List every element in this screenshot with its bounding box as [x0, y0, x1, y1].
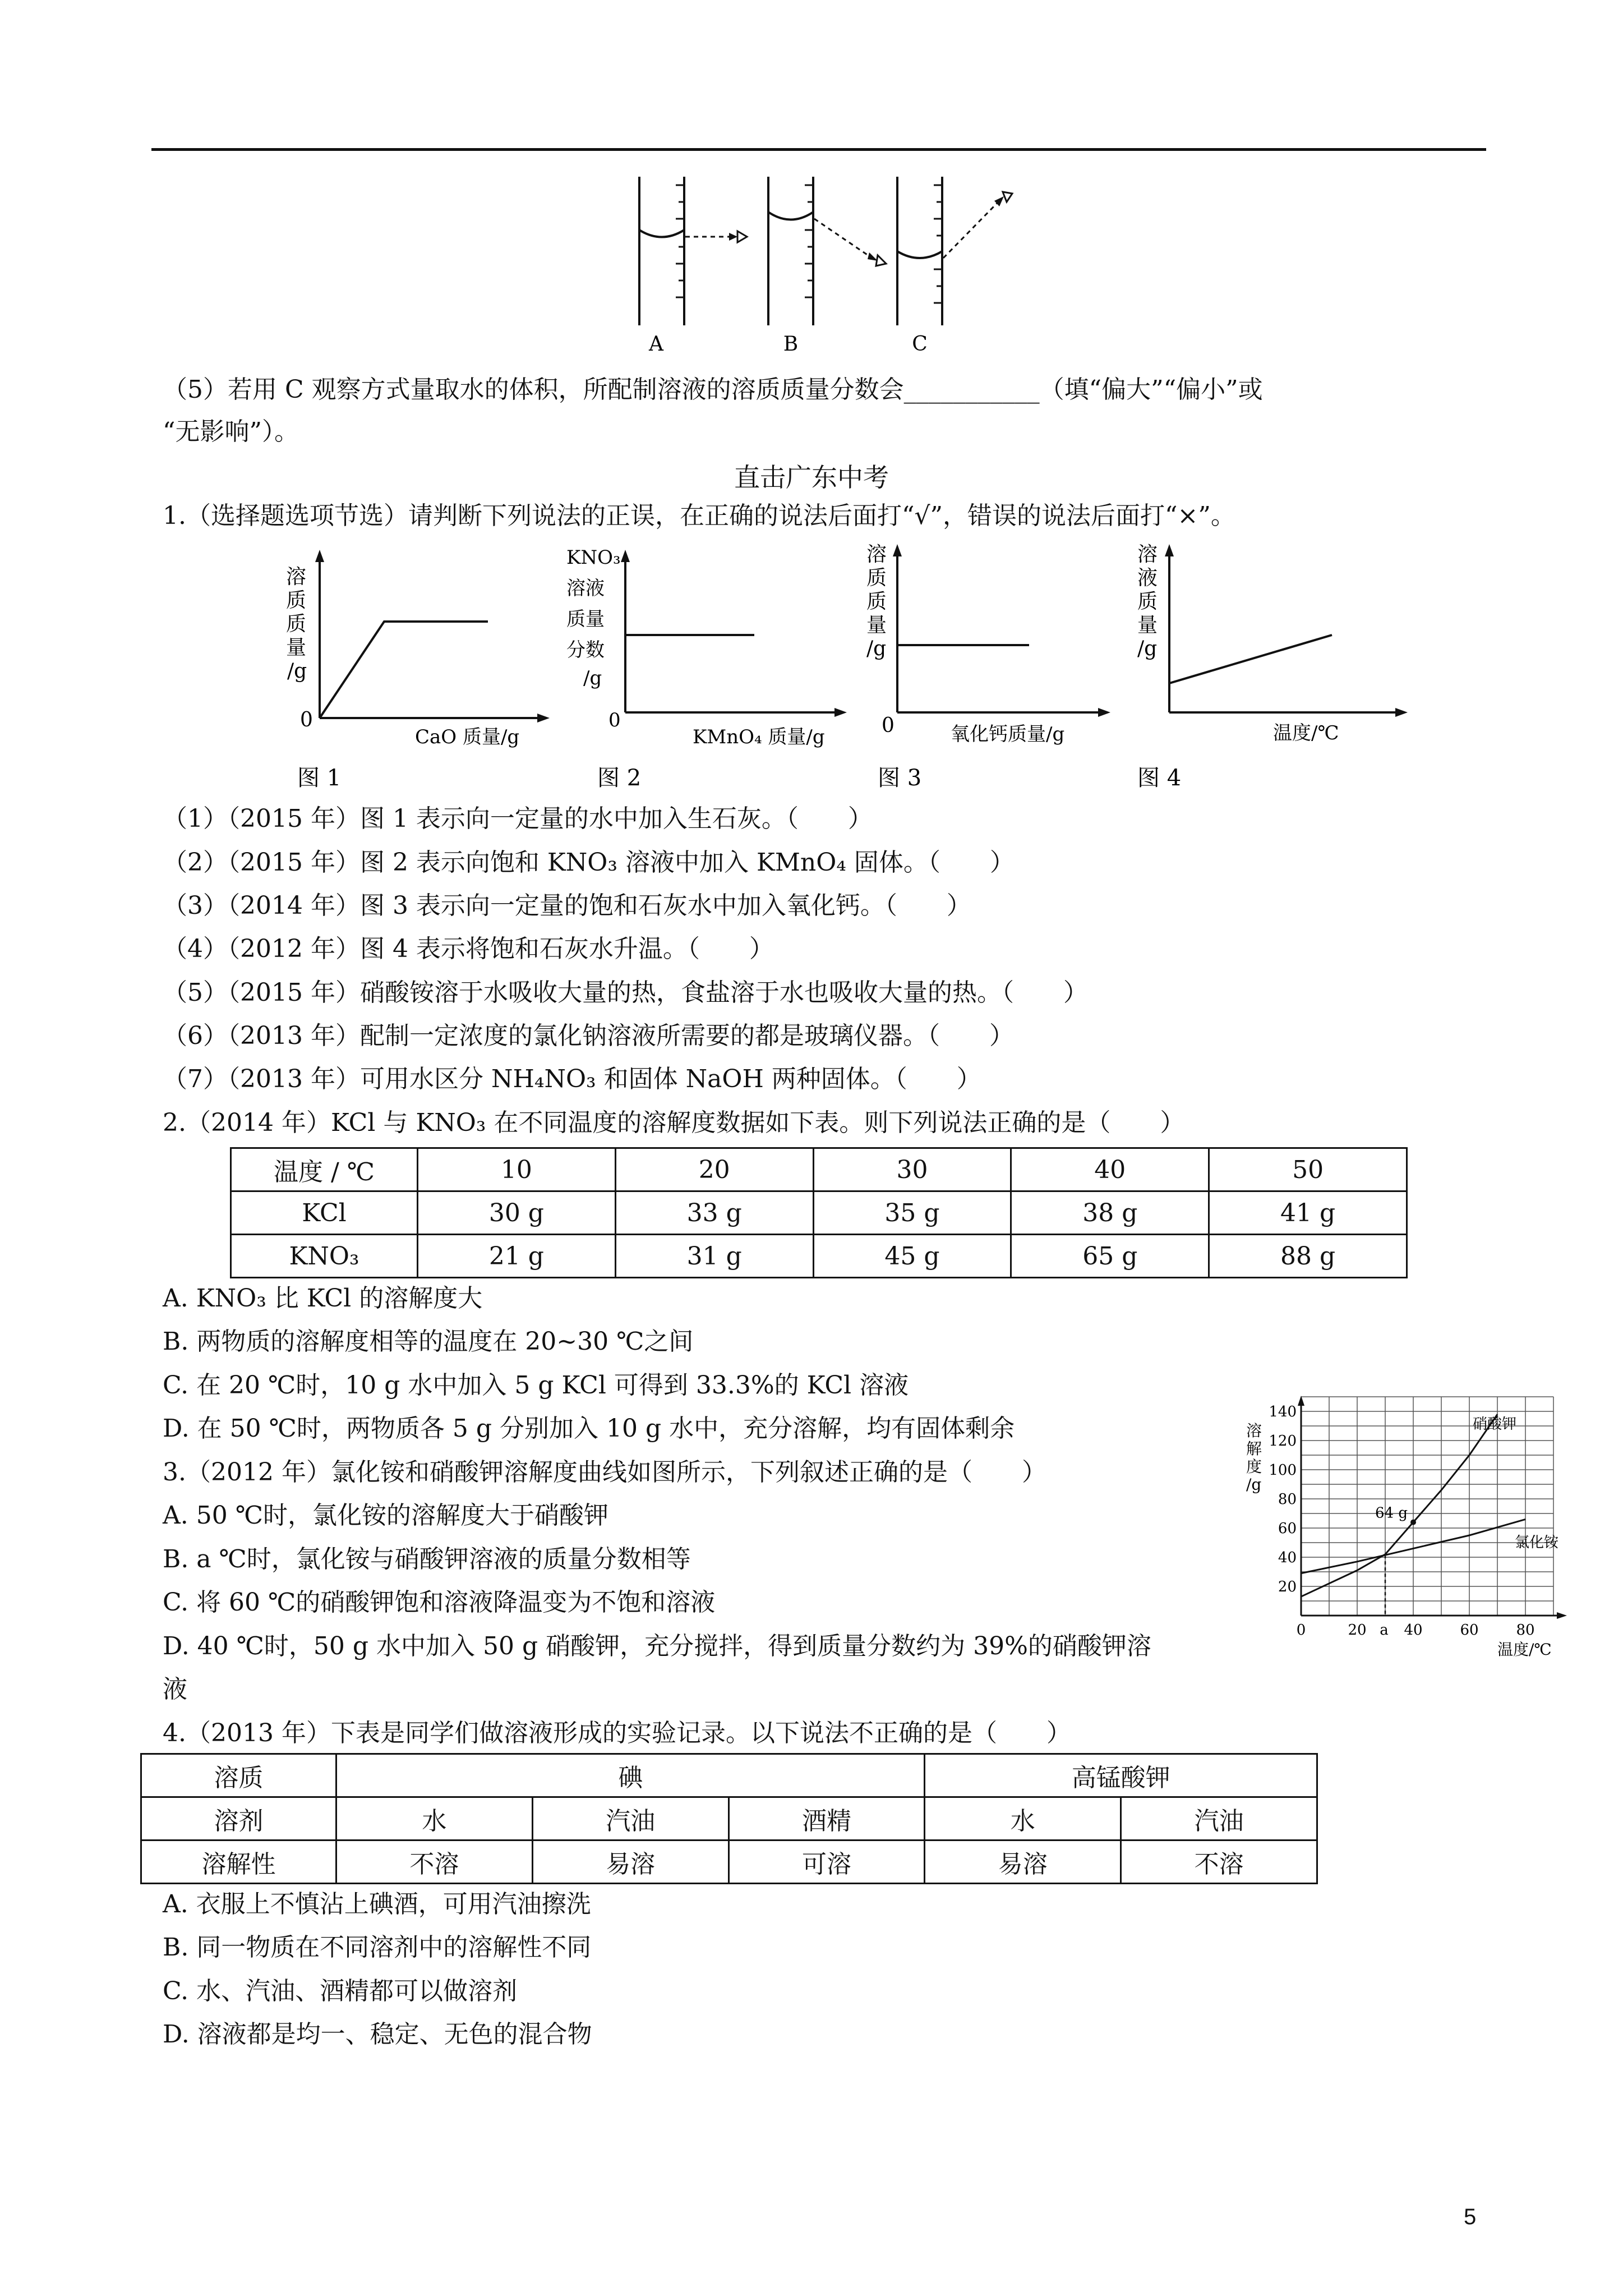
- y-tick-label: 140: [1269, 1404, 1297, 1420]
- x-tick-label: 60: [1460, 1622, 1479, 1639]
- graph-3-xlabel: 氧化钙质量/g: [951, 723, 1065, 746]
- y-tick-label: 20: [1278, 1579, 1297, 1595]
- cylinder-label-c: C: [912, 333, 928, 353]
- graph-4-ylabel-4: /g: [1137, 637, 1158, 660]
- table-cell: 溶质: [141, 1754, 336, 1797]
- table-row: [141, 1754, 1317, 1797]
- graph-2-ylabel-4: /g: [583, 667, 602, 689]
- q2-option-d: D. 在 50 ℃时，两物质各 5 g 分别加入 10 g 水中，充分溶解，均有固体剩余: [163, 1414, 1015, 1443]
- table-cell: 33 g: [615, 1191, 813, 1235]
- graph-3-ylabel-4: /g: [866, 637, 887, 660]
- table-cell: 30: [813, 1148, 1011, 1191]
- table-row: [231, 1191, 1407, 1235]
- graph-4-ylabel-3: 量: [1137, 614, 1158, 637]
- graph-2-ylabel-3: 分数: [566, 639, 605, 661]
- solubility-table: [230, 1147, 1408, 1278]
- q4-option-b: B. 同一物质在不同溶剂中的溶解性不同: [163, 1933, 592, 1962]
- cylinder-figure: [617, 168, 1032, 353]
- table-cell: 酒精: [728, 1797, 925, 1841]
- graph-2-ylabel-0: KNO₃: [566, 546, 621, 569]
- graph-3-caption: 图 3: [878, 765, 922, 791]
- q2-option-c: C. 在 20 ℃时，10 g 水中加入 5 g KCl 可得到 33.3%的 KCl 溶液: [163, 1371, 909, 1400]
- annotation-point: [1410, 1520, 1416, 1525]
- q2-stem: 2.（2014 年）KCl 与 KNO₃ 在不同温度的溶解度数据如下表。则下列说法正确的是（ ）: [163, 1108, 1185, 1137]
- q3-option-a: A. 50 ℃时，氯化铵的溶解度大于硝酸钾: [163, 1501, 608, 1530]
- table-cell: KNO₃: [231, 1235, 418, 1278]
- q5-line2: “无影响”）。: [163, 417, 299, 446]
- table-cell: 可溶: [728, 1841, 925, 1884]
- graph-1: [275, 550, 566, 802]
- q4-stem: 4.（2013 年）下表是同学们做溶液形成的实验记录。以下说法不正确的是（ ）: [163, 1719, 1071, 1747]
- graph-2-xlabel: KMnO₄ 质量/g: [693, 726, 825, 748]
- table-cell: KCl: [231, 1191, 418, 1235]
- table-cell: 高锰酸钾: [925, 1754, 1317, 1797]
- graph-1-ylabel-0: 溶: [286, 565, 307, 588]
- cylinder-label-a: A: [649, 333, 663, 353]
- graph-2: [561, 544, 852, 802]
- table-cell: 35 g: [813, 1191, 1011, 1235]
- q3-option-c: C. 将 60 ℃的硝酸钾饱和溶液降温变为不饱和溶液: [163, 1588, 716, 1617]
- graph-1-origin: 0: [300, 708, 313, 731]
- q1-item-2: （2）（2015 年）图 2 表示向饱和 KNO₃ 溶液中加入 KMnO₄ 固体。（ ）: [163, 848, 1015, 877]
- table-cell: 溶解性: [141, 1841, 336, 1884]
- y-tick-label: 80: [1278, 1491, 1297, 1508]
- graph-2-ylabel-2: 质量: [566, 608, 605, 631]
- chart-xlabel: 温度/℃: [1497, 1640, 1552, 1659]
- x-tick-label: 0: [1296, 1622, 1306, 1639]
- table-cell: 20: [615, 1148, 813, 1191]
- q1-item-4: （4）（2012 年）图 4 表示将饱和石灰水升温。（ ）: [163, 935, 774, 963]
- table-cell: 不溶: [1121, 1841, 1317, 1884]
- series-label-kno3: 硝酸钾: [1472, 1416, 1517, 1433]
- graph-4-xlabel: 温度/℃: [1273, 722, 1339, 744]
- y-tick-label: 120: [1269, 1433, 1297, 1450]
- graph-4-ylabel-1: 液: [1137, 567, 1158, 590]
- graph-4-ylabel-2: 质: [1137, 590, 1158, 613]
- table-cell: 21 g: [418, 1235, 616, 1278]
- q2-option-b: B. 两物质的溶解度相等的温度在 20~30 ℃之间: [163, 1327, 694, 1356]
- graph-3-origin: 0: [882, 714, 895, 737]
- y-tick-label: 100: [1269, 1462, 1297, 1479]
- q4-option-c: C. 水、汽油、酒精都可以做溶剂: [163, 1977, 518, 2005]
- q4-option-d: D. 溶液都是均一、稳定、无色的混合物: [163, 2020, 592, 2049]
- table-row: [231, 1148, 1407, 1191]
- chart-ylabel-0: 溶: [1246, 1421, 1262, 1440]
- table-cell: 不溶: [336, 1841, 533, 1884]
- q3-option-b: B. a ℃时，氯化铵与硝酸钾溶液的质量分数相等: [163, 1545, 691, 1573]
- q3-option-d: D. 40 ℃时，50 g 水中加入 50 g 硝酸钾，充分搅拌，得到质量分数约为 39%的硝酸钾溶: [163, 1632, 1151, 1660]
- table-cell: 10: [418, 1148, 616, 1191]
- q1-item-7: （7）（2013 年）可用水区分 NH₄NO₃ 和固体 NaOH 两种固体。（ ）: [163, 1065, 981, 1093]
- q1-item-1: （1）（2015 年）图 1 表示向一定量的水中加入生石灰。（ ）: [163, 804, 873, 833]
- table-cell: 40: [1011, 1148, 1209, 1191]
- graph-4: [1122, 539, 1424, 802]
- graph-3-ylabel-1: 质: [866, 567, 887, 590]
- chart-ylabel-1: 解: [1246, 1439, 1262, 1458]
- q5-line1: （5）若用 C 观察方式量取水的体积，所配制溶液的溶质质量分数会___________（填“偏大”“偏小”或: [163, 375, 1263, 404]
- chart-ylabel-3: /g: [1246, 1475, 1262, 1494]
- table-cell: 汽油: [1121, 1797, 1317, 1841]
- table-cell: 45 g: [813, 1235, 1011, 1278]
- table-cell: 30 g: [418, 1191, 616, 1235]
- graph-4-ylabel-0: 溶: [1137, 543, 1158, 566]
- table-cell: 41 g: [1209, 1191, 1407, 1235]
- graph-1-ylabel-3: 量: [286, 636, 307, 659]
- table-row: [141, 1841, 1317, 1884]
- header-rule: [151, 148, 1486, 151]
- graph-3-ylabel-0: 溶: [866, 543, 887, 566]
- q1-item-6: （6）（2013 年）配制一定浓度的氯化钠溶液所需要的都是玻璃仪器。（ ）: [163, 1022, 1014, 1050]
- x-tick-label: a: [1380, 1622, 1389, 1639]
- graph-1-ylabel-1: 质: [286, 589, 307, 612]
- table-cell: 水: [336, 1797, 533, 1841]
- chart-ylabel-2: 度: [1246, 1457, 1262, 1476]
- q2-option-a: A. KNO₃ 比 KCl 的溶解度大: [163, 1284, 483, 1313]
- graph-2-caption: 图 2: [597, 765, 642, 791]
- table-cell: 65 g: [1011, 1235, 1209, 1278]
- table-row: [141, 1797, 1317, 1841]
- q1-item-5: （5）（2015 年）硝酸铵溶于水吸收大量的热，食盐溶于水也吸收大量的热。（ ）: [163, 978, 1088, 1007]
- y-tick-label: 40: [1278, 1549, 1297, 1566]
- section-title: 直击广东中考: [734, 462, 889, 493]
- q1-stem: 1.（选择题选项节选）请判断下列说法的正误，在正确的说法后面打“√”，错误的说法后面打“×”。: [163, 501, 1235, 530]
- x-tick-label: 20: [1348, 1622, 1367, 1639]
- experiment-table: [140, 1753, 1318, 1884]
- table-row: [231, 1235, 1407, 1278]
- graph-1-ylabel-4: /g: [287, 660, 307, 683]
- graph-1-caption: 图 1: [297, 765, 342, 791]
- table-cell: 水: [925, 1797, 1121, 1841]
- graph-3-ylabel-2: 质: [866, 590, 887, 613]
- graph-1-ylabel-2: 质: [286, 613, 307, 636]
- q3-option-d-cont: 液: [163, 1675, 187, 1704]
- q3-stem: 3.（2012 年）氯化铵和硝酸钾溶解度曲线如图所示，下列叙述正确的是（ ）: [163, 1458, 1046, 1487]
- graph-4-caption: 图 4: [1137, 765, 1182, 791]
- y-tick-label: 60: [1278, 1520, 1297, 1537]
- graph-1-xlabel: CaO 质量/g: [415, 726, 520, 748]
- series-label-nh4cl: 氯化铵: [1514, 1534, 1559, 1551]
- x-tick-label: 80: [1516, 1622, 1535, 1639]
- table-cell: 38 g: [1011, 1191, 1209, 1235]
- solubility-chart: [1234, 1391, 1593, 1660]
- graph-3-ylabel-3: 量: [866, 614, 887, 637]
- table-cell: 碘: [336, 1754, 925, 1797]
- graph-2-origin: 0: [608, 709, 621, 731]
- annotation-label: 64 g: [1375, 1504, 1408, 1522]
- table-cell: 溶剂: [141, 1797, 336, 1841]
- x-tick-label: 40: [1404, 1622, 1423, 1639]
- graph-3: [841, 539, 1116, 802]
- graph-2-ylabel-1: 溶液: [566, 577, 605, 600]
- table-cell: 易溶: [532, 1841, 728, 1884]
- table-cell: 温度 / ℃: [231, 1148, 418, 1191]
- q4-option-a: A. 衣服上不慎沾上碘酒，可用汽油擦洗: [163, 1890, 591, 1918]
- cylinder-label-b: B: [783, 333, 799, 353]
- table-cell: 31 g: [615, 1235, 813, 1278]
- table-cell: 汽油: [532, 1797, 728, 1841]
- table-cell: 50: [1209, 1148, 1407, 1191]
- q1-item-3: （3）（2014 年）图 3 表示向一定量的饱和石灰水中加入氧化钙。（ ）: [163, 891, 971, 920]
- table-cell: 易溶: [925, 1841, 1121, 1884]
- page-number: 5: [1464, 2205, 1477, 2229]
- table-cell: 88 g: [1209, 1235, 1407, 1278]
